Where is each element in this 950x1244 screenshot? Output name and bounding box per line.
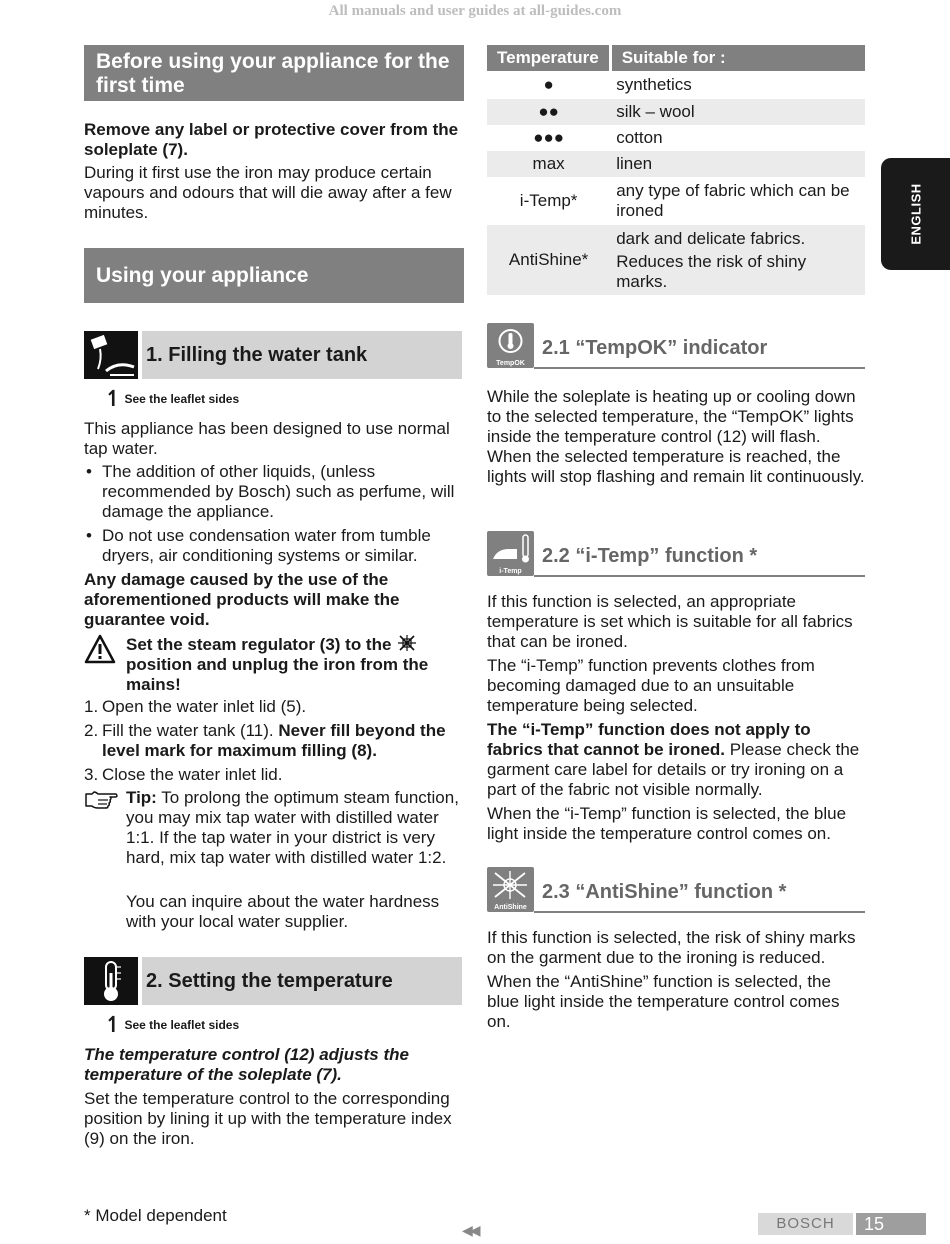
banner-using: Using your appliance <box>84 248 464 303</box>
table-cell: ●● <box>487 99 610 125</box>
temperature-table <box>487 45 865 295</box>
table-header-row <box>487 45 865 71</box>
section-antishine-header <box>487 867 865 919</box>
tempok-icon: TempOK <box>487 323 534 368</box>
language-tab: ENGLISH <box>881 158 950 270</box>
thermometer-icon <box>84 957 138 1005</box>
itemp-p1: If this function is selected, an appropriate temperature is set which is suitable for all fabrics that can be ironed. <box>487 592 853 651</box>
itemp-p4: When the “i-Temp” function is selected, the blue light inside the temperature control comes on. <box>487 804 847 843</box>
table-cell: AntiShine* <box>487 225 610 295</box>
temperature-control-note: The temperature control (12) adjusts the temperature of the soleplate (7). <box>84 1045 409 1084</box>
tip-text: Tip: To prolong the optimum steam function, you may mix tap water with distilled water 1:1. If the tap water in your district is very hard, mix tap water with distilled water 1:2. <box>126 788 459 867</box>
caution-text: Set the steam regulator (3) to the position and unplug the iron from the mains! <box>126 635 429 694</box>
intro-text: During it first use the iron may produce certain vapours and odours that will die away after a few minutes. <box>84 163 452 222</box>
section-itemp-title: 2.2 “i-Temp” function * <box>542 545 758 567</box>
antishine-p2: When the “AntiShine” function is selected, the blue light inside the temperature control comes on. <box>487 972 840 1031</box>
divider <box>534 911 865 913</box>
pointing-hand-icon <box>84 788 118 815</box>
table-row <box>487 151 865 177</box>
water-tank-icon <box>84 331 138 379</box>
section-antishine-title: 2.3 “AntiShine” function * <box>542 881 787 903</box>
section-tempok-title: 2.1 “TempOK” indicator <box>542 337 768 359</box>
table-cell: dark and delicate fabrics. Reduces the risk of shiny marks. <box>610 225 865 295</box>
brand-label: BOSCH <box>758 1213 853 1235</box>
list-item: 1. Open the water inlet lid (5). <box>84 697 307 716</box>
section-temperature-header <box>84 957 462 1005</box>
table-cell: silk – wool <box>610 99 865 125</box>
banner-first-time: Before using your appliance for the first time <box>84 45 464 101</box>
watermark: All manuals and user guides at all-guides.com <box>328 3 622 19</box>
table-cell: i-Temp* <box>519 191 578 210</box>
temperature-text: Set the temperature control to the corresponding position by lining it up with the temperature index (9) on the iron. <box>84 1089 452 1148</box>
list-item: • Do not use condensation water from tumble dryers, air conditioning systems or similar. <box>84 526 464 566</box>
steam-off-icon <box>396 634 418 652</box>
table-row <box>487 177 865 225</box>
filling-bullets <box>84 462 464 566</box>
back-nav-icon[interactable]: ◀◀ <box>462 1222 478 1238</box>
column-header-suitable: Suitable for : <box>610 45 865 71</box>
table-cell: any type of fabric which can be ironed <box>616 181 850 220</box>
tip-text-2: You can inquire about the water hardness with your local water supplier. <box>126 892 440 931</box>
section-filling-header <box>84 331 462 379</box>
table-cell: max <box>487 151 610 177</box>
table-row <box>487 225 865 295</box>
table-cell: synthetics <box>616 75 692 94</box>
antishine-icon: AntiShine <box>487 867 534 912</box>
section-itemp-header <box>487 531 865 583</box>
list-item: • The addition of other liquids, (unless recommended by Bosch) such as perfume, will damage the appliance. <box>84 462 464 522</box>
tempok-text: While the soleplate is heating up or cooling down to the selected temperature, the “TempOK” lights inside the temperature control (12) will flash. When the selected temperature is reached, the lights will stop flashing and remain lit continuously. <box>487 387 865 486</box>
table-cell: ●●● <box>533 128 565 147</box>
itemp-p2: The “i-Temp” function prevents clothes from becoming damaged due to an unsuitable temperature being selected. <box>487 656 815 715</box>
caution-triangle-icon <box>84 634 116 669</box>
list-item: 3. Close the water inlet lid. <box>84 765 283 784</box>
antishine-p1: If this function is selected, the risk of shiny marks on the garment due to the ironing is reduced. <box>487 928 856 967</box>
table-row <box>487 99 865 125</box>
table-cell: ● <box>543 75 554 94</box>
itemp-p3: The “i-Temp” function does not apply to fabrics that cannot be ironed. Please check the garment care label for details or try ironing on a part of the fabric not visible normally. <box>487 720 860 799</box>
guarantee-warning: Any damage caused by the use of the aforementioned products will make the guarantee void. <box>84 570 400 629</box>
leaflet-note-1: ↿ See the leaflet sides <box>104 386 240 411</box>
table-row <box>487 125 865 151</box>
intro-bold: Remove any label or protective cover from the soleplate (7). <box>84 120 459 159</box>
table-cell: linen <box>610 151 865 177</box>
list-item: 2. Fill the water tank (11). Never fill beyond the level mark for maximum filling (8). <box>84 721 446 760</box>
section-filling-title: 1. Filling the water tank <box>142 331 462 379</box>
leaflet-note-2: ↿ See the leaflet sides <box>104 1012 240 1037</box>
arrow-up-icon: ↿ <box>104 1012 123 1037</box>
divider <box>534 575 865 577</box>
filling-intro: This appliance has been designed to use normal tap water. <box>84 419 450 458</box>
table-cell: cotton <box>616 128 663 147</box>
arrow-up-icon: ↿ <box>104 386 123 411</box>
column-header-temperature: Temperature <box>487 45 610 71</box>
filling-steps <box>84 697 464 785</box>
section-tempok-header <box>487 323 865 375</box>
footnote: * Model dependent <box>84 1206 227 1225</box>
page-number: 15 <box>856 1213 926 1235</box>
divider <box>534 367 865 369</box>
section-temperature-title: 2. Setting the temperature <box>142 957 462 1005</box>
table-row <box>487 71 865 99</box>
itemp-icon: i-Temp <box>487 531 534 576</box>
